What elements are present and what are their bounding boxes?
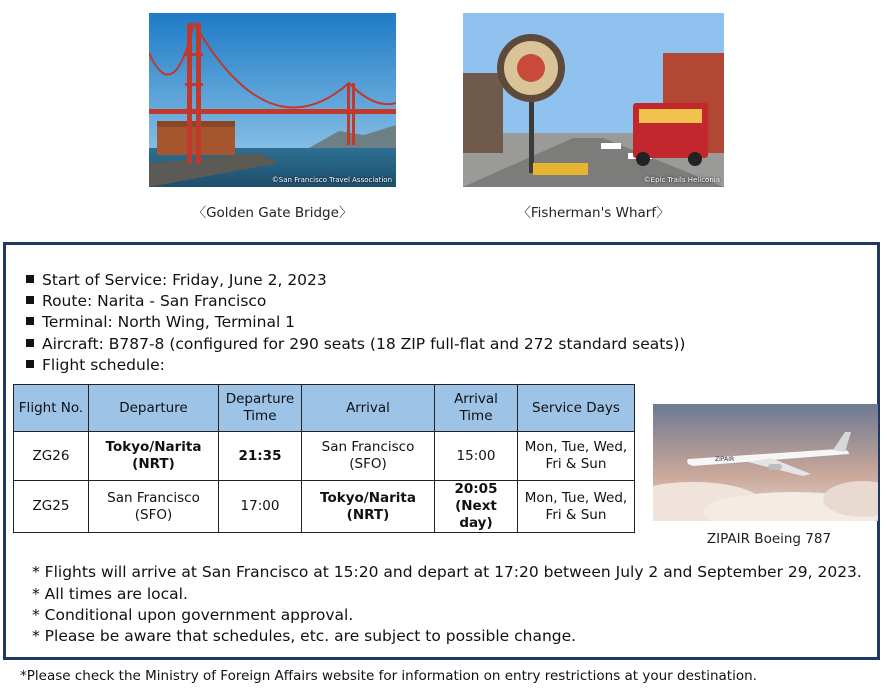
cell-arrival: Tokyo/Narita (NRT) <box>302 481 435 533</box>
list-item: Start of Service: Friday, June 2, 2023 <box>26 270 685 291</box>
list-item: Terminal: North Wing, Terminal 1 <box>26 312 685 333</box>
table-header-row <box>14 385 635 432</box>
aircraft-caption: ZIPAIR Boeing 787 <box>706 531 832 547</box>
header-departure: Departure <box>89 385 219 432</box>
header-flight-no: Flight No. <box>14 385 89 432</box>
flight-schedule-table <box>13 384 635 533</box>
cell-service-days: Mon, Tue, Wed, Fri & Sun <box>518 432 635 481</box>
cell-arrival: San Francisco (SFO) <box>302 432 435 481</box>
golden-gate-bridge-photo <box>149 13 396 187</box>
note-item: * Conditional upon government approval. <box>32 606 354 624</box>
aircraft-livery-text: ZIPAIR <box>715 456 735 463</box>
service-details-list <box>26 270 685 376</box>
cell-arrival-time: 15:00 <box>435 432 518 481</box>
table-row <box>14 432 635 481</box>
cell-flight: ZG26 <box>14 432 89 481</box>
cell-arrival-time: 20:05 (Next day) <box>435 481 518 533</box>
bullet-square-icon <box>26 317 34 325</box>
header-departure-time: Departure Time <box>219 385 302 432</box>
note-item: * Please be aware that schedules, etc. are subject to possible change. <box>32 627 577 645</box>
cell-departure-time: 17:00 <box>219 481 302 533</box>
cell-flight: ZG25 <box>14 481 89 533</box>
table-row <box>14 481 635 533</box>
list-item: Flight schedule: <box>26 355 685 376</box>
header-service-days: Service Days <box>518 385 635 432</box>
aircraft-photo <box>653 404 878 521</box>
list-item: Aircraft: B787-8 (configured for 290 seats (18 ZIP full-flat and 272 standard seats)) <box>26 334 685 355</box>
fishermans-wharf-caption: 〈Fisherman's Wharf〉 <box>517 205 670 221</box>
bullet-square-icon <box>26 339 34 347</box>
golden-gate-caption: 〈Golden Gate Bridge〉 <box>192 205 353 221</box>
photo-credit: ©Epic Trails Heliconia <box>643 176 720 184</box>
cell-departure: San Francisco (SFO) <box>89 481 219 533</box>
schedule-notes <box>32 560 862 647</box>
entry-restrictions-notice: *Please check the Ministry of Foreign Affairs website for information on entry restrictions at your destination. <box>20 668 757 684</box>
bullet-square-icon <box>26 360 34 368</box>
bullet-square-icon <box>26 296 34 304</box>
note-item: * All times are local. <box>32 585 188 603</box>
list-item: Route: Narita - San Francisco <box>26 291 685 312</box>
fishermans-wharf-photo <box>463 13 724 187</box>
bullet-square-icon <box>26 275 34 283</box>
note-item: * Flights will arrive at San Francisco at 15:20 and depart at 17:20 between July 2 and September 29, 2023. <box>32 563 862 581</box>
cell-service-days: Mon, Tue, Wed, Fri & Sun <box>518 481 635 533</box>
cell-departure: Tokyo/Narita (NRT) <box>89 432 219 481</box>
header-arrival: Arrival <box>302 385 435 432</box>
header-arrival-time: Arrival Time <box>435 385 518 432</box>
photo-credit: ©San Francisco Travel Association <box>271 176 392 184</box>
cell-departure-time: 21:35 <box>219 432 302 481</box>
